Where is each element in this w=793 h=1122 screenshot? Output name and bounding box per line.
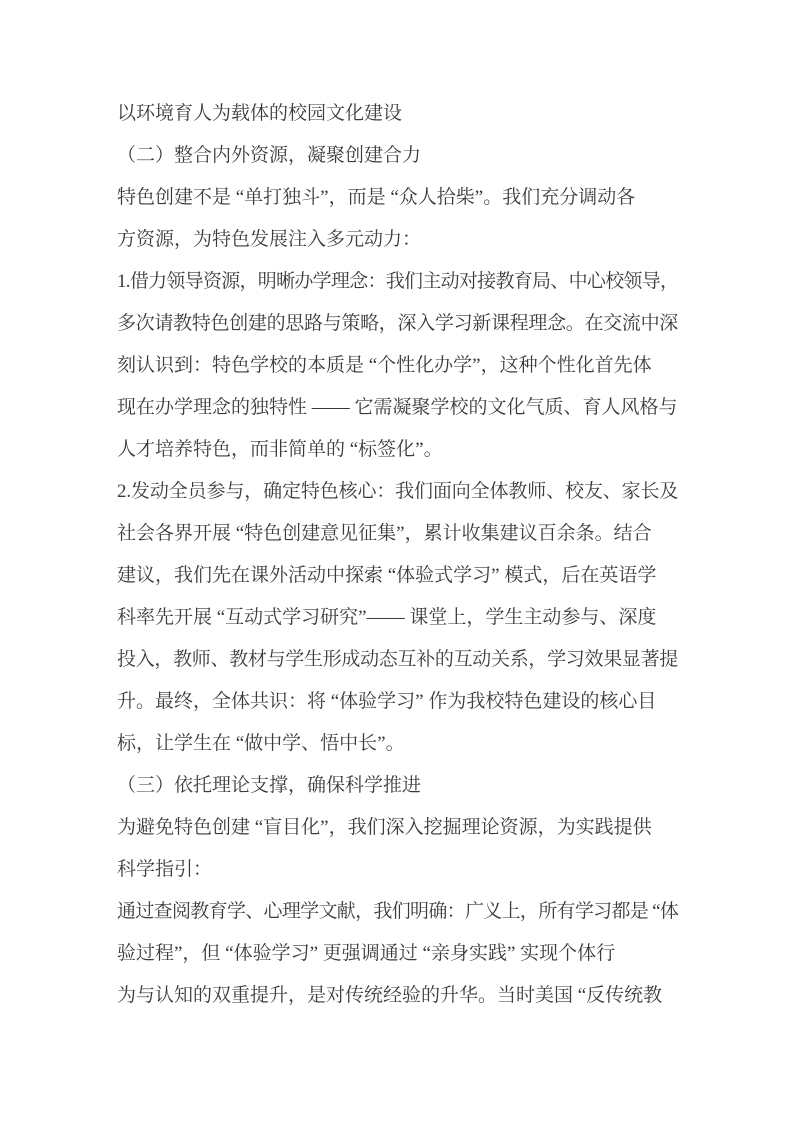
text-line: 升。最终，全体共识：将 “体验学习” 作为我校特色建设的核心目 <box>117 691 657 712</box>
text-line: 2.发动全员参与，确定特色核心：我们面向全体教师、校友、家长及 <box>117 481 679 502</box>
paragraph <box>117 261 678 471</box>
text-line: 通过查阅教育学、心理学文献，我们明确：广义上，所有学习都是 “体 <box>117 901 679 922</box>
paragraph <box>117 471 678 765</box>
section-heading <box>117 765 678 807</box>
paragraph <box>117 891 678 1017</box>
text-line: 特色创建不是 “单打独斗”，而是 “众人拾柴”。我们充分调动各 <box>117 187 636 208</box>
text-line: 验过程”，但 “体验学习” 更强调通过 “亲身实践” 实现个体行 <box>117 943 616 964</box>
text-line: 以环境育人为载体的校园文化建设 <box>117 103 403 124</box>
paragraph <box>117 93 678 135</box>
section-heading <box>117 135 678 177</box>
text-line: 投入，教师、教材与学生形成动态互补的互动关系，学习效果显著提 <box>117 649 679 670</box>
text-line: （三）依托理论支撑，确保科学推进 <box>117 775 422 796</box>
text-line: 人才培养特色，而非简单的 “标签化”。 <box>117 439 443 460</box>
text-line: 刻认识到：特色学校的本质是 “个性化办学”，这种个性化首先体 <box>117 355 652 376</box>
paragraph <box>117 807 678 891</box>
text-line: 多次请教特色创建的思路与策略，深入学习新课程理念。在交流中深 <box>117 313 679 334</box>
paragraph <box>117 177 678 261</box>
text-line: 1.借力领导资源，明晰办学理念：我们主动对接教育局、中心校领导， <box>117 271 679 292</box>
document-body <box>117 93 678 1017</box>
text-line: 现在办学理念的独特性 —— 它需凝聚学校的文化气质、育人风格与 <box>117 397 678 418</box>
text-line: 科学指引： <box>117 859 213 880</box>
text-line: 建议，我们先在课外活动中探索 “体验式学习” 模式，后在英语学 <box>117 565 657 586</box>
text-line: （二）整合内外资源，凝聚创建合力 <box>117 145 422 166</box>
text-line: 科率先开展 “互动式学习研究”—— 课堂上，学生主动参与、深度 <box>117 607 657 628</box>
text-line: 为与认知的双重提升，是对传统经验的升华。当时美国 “反传统教 <box>117 985 663 1006</box>
text-line: 社会各界开展 “特色创建意见征集”，累计收集建议百余条。结合 <box>117 523 652 544</box>
text-line: 方资源，为特色发展注入多元动力： <box>117 229 422 250</box>
text-line: 为避免特色创建 “盲目化”，我们深入挖掘理论资源，为实践提供 <box>117 817 652 838</box>
text-line: 标，让学生在 “做中学、悟中长”。 <box>117 733 405 754</box>
